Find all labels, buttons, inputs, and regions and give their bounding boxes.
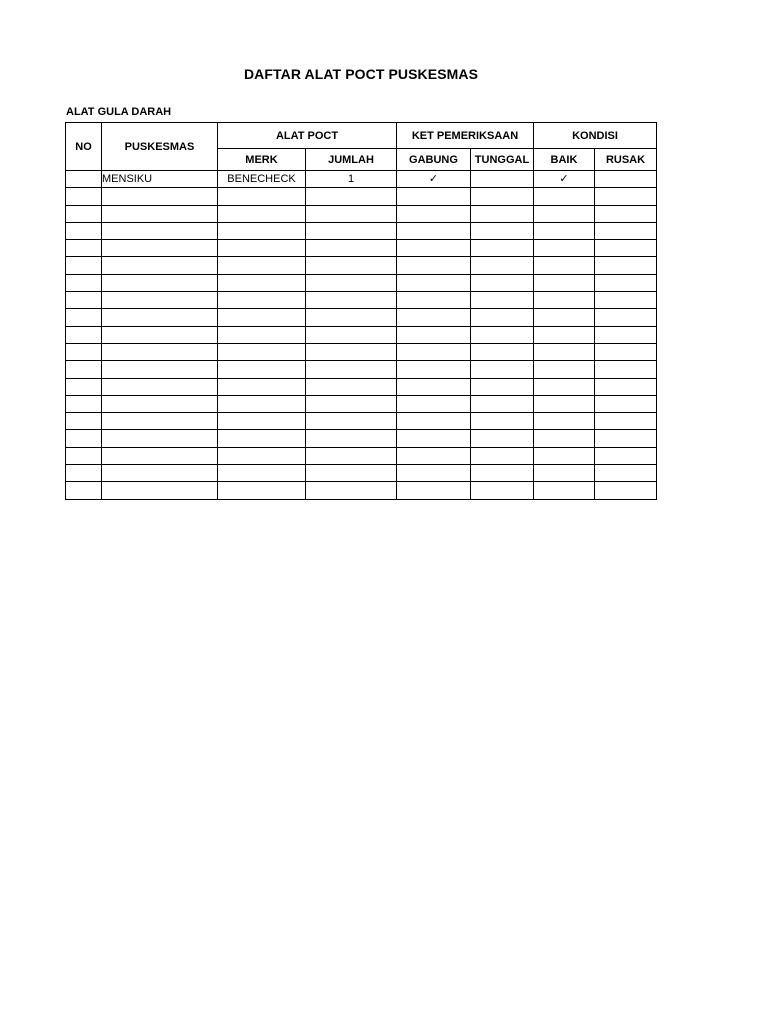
table-row xyxy=(66,326,657,343)
cell-jumlah: 1 xyxy=(306,171,397,188)
cell-tunggal xyxy=(471,240,534,257)
cell-jumlah xyxy=(306,205,397,222)
table-row xyxy=(66,482,657,499)
cell-jumlah xyxy=(306,343,397,360)
header-kondisi: KONDISI xyxy=(534,123,657,149)
cell-rusak xyxy=(595,240,657,257)
cell-tunggal xyxy=(471,188,534,205)
cell-jumlah xyxy=(306,413,397,430)
cell-rusak xyxy=(595,326,657,343)
cell-no xyxy=(66,205,102,222)
table-row xyxy=(66,361,657,378)
table-row xyxy=(66,240,657,257)
table-row xyxy=(66,292,657,309)
cell-puskesmas xyxy=(102,465,218,482)
cell-no xyxy=(66,240,102,257)
cell-no xyxy=(66,309,102,326)
cell-puskesmas xyxy=(102,188,218,205)
cell-tunggal xyxy=(471,343,534,360)
cell-rusak xyxy=(595,465,657,482)
table-row xyxy=(66,378,657,395)
section-label: ALAT GULA DARAH xyxy=(66,106,172,118)
cell-jumlah xyxy=(306,482,397,499)
cell-rusak xyxy=(595,482,657,499)
cell-jumlah xyxy=(306,292,397,309)
cell-baik xyxy=(534,222,595,239)
cell-puskesmas xyxy=(102,274,218,291)
table-row xyxy=(66,171,657,188)
cell-merk xyxy=(218,292,306,309)
cell-jumlah xyxy=(306,465,397,482)
cell-baik xyxy=(534,482,595,499)
cell-gabung xyxy=(397,188,471,205)
cell-merk xyxy=(218,413,306,430)
cell-rusak xyxy=(595,222,657,239)
cell-tunggal xyxy=(471,309,534,326)
cell-tunggal xyxy=(471,171,534,188)
cell-no xyxy=(66,447,102,464)
cell-puskesmas xyxy=(102,309,218,326)
cell-no xyxy=(66,378,102,395)
cell-tunggal xyxy=(471,430,534,447)
cell-jumlah xyxy=(306,309,397,326)
cell-tunggal xyxy=(471,378,534,395)
cell-no xyxy=(66,257,102,274)
cell-no xyxy=(66,171,102,188)
cell-jumlah xyxy=(306,326,397,343)
cell-no xyxy=(66,188,102,205)
cell-gabung: ✓ xyxy=(397,171,471,188)
cell-gabung xyxy=(397,309,471,326)
cell-jumlah xyxy=(306,378,397,395)
cell-tunggal xyxy=(471,482,534,499)
cell-gabung xyxy=(397,447,471,464)
cell-tunggal xyxy=(471,326,534,343)
cell-jumlah xyxy=(306,447,397,464)
cell-puskesmas xyxy=(102,205,218,222)
cell-tunggal xyxy=(471,292,534,309)
cell-tunggal xyxy=(471,465,534,482)
cell-merk xyxy=(218,361,306,378)
table-row xyxy=(66,257,657,274)
cell-rusak xyxy=(595,205,657,222)
cell-gabung xyxy=(397,343,471,360)
header-jumlah: JUMLAH xyxy=(306,149,397,171)
cell-tunggal xyxy=(471,222,534,239)
cell-rusak xyxy=(595,188,657,205)
cell-no xyxy=(66,361,102,378)
header-puskesmas: PUSKESMAS xyxy=(102,123,218,171)
cell-rusak xyxy=(595,430,657,447)
cell-merk xyxy=(218,378,306,395)
cell-jumlah xyxy=(306,361,397,378)
table-row xyxy=(66,413,657,430)
cell-puskesmas xyxy=(102,430,218,447)
cell-no xyxy=(66,274,102,291)
table-row xyxy=(66,205,657,222)
cell-no xyxy=(66,430,102,447)
cell-gabung xyxy=(397,326,471,343)
cell-merk xyxy=(218,188,306,205)
cell-baik xyxy=(534,188,595,205)
cell-merk xyxy=(218,309,306,326)
table-body xyxy=(66,171,657,500)
cell-baik xyxy=(534,413,595,430)
cell-merk xyxy=(218,257,306,274)
cell-puskesmas xyxy=(102,361,218,378)
table-row xyxy=(66,343,657,360)
cell-gabung xyxy=(397,482,471,499)
cell-baik xyxy=(534,465,595,482)
cell-merk xyxy=(218,343,306,360)
cell-jumlah xyxy=(306,222,397,239)
cell-gabung xyxy=(397,257,471,274)
cell-baik xyxy=(534,343,595,360)
cell-jumlah xyxy=(306,430,397,447)
cell-no xyxy=(66,413,102,430)
cell-jumlah xyxy=(306,188,397,205)
table-row xyxy=(66,274,657,291)
table-row xyxy=(66,309,657,326)
cell-no xyxy=(66,326,102,343)
cell-rusak xyxy=(595,378,657,395)
cell-merk xyxy=(218,274,306,291)
cell-puskesmas xyxy=(102,482,218,499)
cell-rusak xyxy=(595,274,657,291)
cell-puskesmas xyxy=(102,343,218,360)
header-no: NO xyxy=(66,123,102,171)
cell-gabung xyxy=(397,361,471,378)
table-row xyxy=(66,395,657,412)
cell-puskesmas xyxy=(102,240,218,257)
header-tunggal: TUNGGAL xyxy=(471,149,534,171)
cell-gabung xyxy=(397,274,471,291)
cell-baik xyxy=(534,430,595,447)
cell-puskesmas: MENSIKU xyxy=(102,171,218,188)
cell-puskesmas xyxy=(102,395,218,412)
cell-gabung xyxy=(397,395,471,412)
cell-no xyxy=(66,482,102,499)
cell-rusak xyxy=(595,395,657,412)
cell-merk: BENECHECK xyxy=(218,171,306,188)
cell-gabung xyxy=(397,413,471,430)
header-merk: MERK xyxy=(218,149,306,171)
cell-no xyxy=(66,343,102,360)
cell-merk xyxy=(218,205,306,222)
cell-merk xyxy=(218,326,306,343)
cell-jumlah xyxy=(306,240,397,257)
header-gabung: GABUNG xyxy=(397,149,471,171)
header-rusak: RUSAK xyxy=(595,149,657,171)
cell-puskesmas xyxy=(102,292,218,309)
cell-merk xyxy=(218,482,306,499)
header-ket-pemeriksaan: KET PEMERIKSAAN xyxy=(397,123,534,149)
table-row xyxy=(66,447,657,464)
cell-merk xyxy=(218,222,306,239)
cell-baik xyxy=(534,361,595,378)
cell-rusak xyxy=(595,257,657,274)
cell-rusak xyxy=(595,309,657,326)
header-alat-poct: ALAT POCT xyxy=(218,123,397,149)
cell-no xyxy=(66,395,102,412)
cell-baik xyxy=(534,378,595,395)
cell-puskesmas xyxy=(102,257,218,274)
cell-no xyxy=(66,465,102,482)
cell-tunggal xyxy=(471,205,534,222)
cell-gabung xyxy=(397,430,471,447)
cell-tunggal xyxy=(471,274,534,291)
cell-tunggal xyxy=(471,413,534,430)
cell-gabung xyxy=(397,222,471,239)
cell-rusak xyxy=(595,361,657,378)
cell-rusak xyxy=(595,413,657,430)
poct-table xyxy=(65,122,657,500)
cell-merk xyxy=(218,395,306,412)
cell-baik xyxy=(534,240,595,257)
cell-baik xyxy=(534,205,595,222)
cell-tunggal xyxy=(471,447,534,464)
cell-baik xyxy=(534,257,595,274)
header-baik: BAIK xyxy=(534,149,595,171)
cell-baik xyxy=(534,447,595,464)
cell-baik xyxy=(534,395,595,412)
cell-tunggal xyxy=(471,361,534,378)
table-row xyxy=(66,465,657,482)
page-title: DAFTAR ALAT POCT PUSKESMAS xyxy=(243,66,479,82)
cell-rusak xyxy=(595,447,657,464)
cell-baik xyxy=(534,326,595,343)
cell-gabung xyxy=(397,378,471,395)
cell-merk xyxy=(218,240,306,257)
cell-jumlah xyxy=(306,395,397,412)
cell-jumlah xyxy=(306,274,397,291)
cell-puskesmas xyxy=(102,378,218,395)
cell-puskesmas xyxy=(102,222,218,239)
cell-merk xyxy=(218,430,306,447)
cell-merk xyxy=(218,447,306,464)
cell-rusak xyxy=(595,343,657,360)
cell-no xyxy=(66,292,102,309)
cell-jumlah xyxy=(306,257,397,274)
cell-rusak xyxy=(595,292,657,309)
cell-puskesmas xyxy=(102,326,218,343)
cell-tunggal xyxy=(471,257,534,274)
cell-puskesmas xyxy=(102,413,218,430)
table-row xyxy=(66,430,657,447)
cell-baik xyxy=(534,274,595,291)
cell-puskesmas xyxy=(102,447,218,464)
cell-gabung xyxy=(397,240,471,257)
cell-gabung xyxy=(397,292,471,309)
cell-no xyxy=(66,222,102,239)
cell-gabung xyxy=(397,465,471,482)
table-row xyxy=(66,222,657,239)
header-row-top xyxy=(66,123,657,149)
cell-gabung xyxy=(397,205,471,222)
cell-tunggal xyxy=(471,395,534,412)
cell-baik: ✓ xyxy=(534,171,595,188)
cell-merk xyxy=(218,465,306,482)
cell-baik xyxy=(534,292,595,309)
cell-baik xyxy=(534,309,595,326)
table-row xyxy=(66,188,657,205)
cell-rusak xyxy=(595,171,657,188)
